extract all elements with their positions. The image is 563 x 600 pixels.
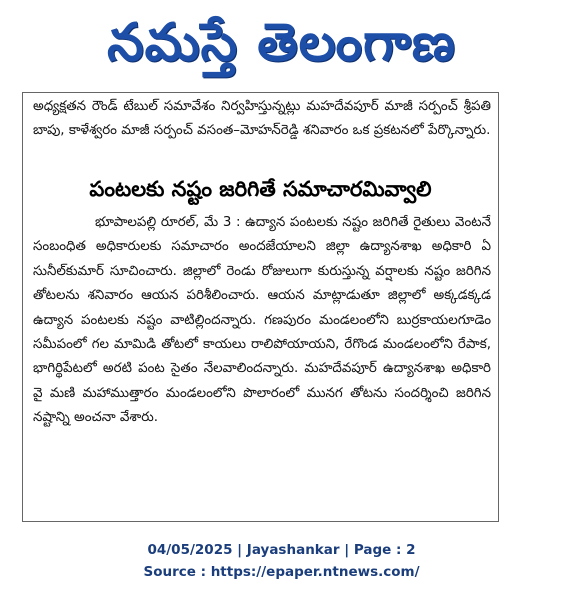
- intro-paragraph: అధ్యక్షతన రౌండ్ టేబుల్ సమావేశం నిర్వహిస్తున్నట్లు మహదేవపూర్ మాజీ సర్పంచ్ శ్రీపతి బాపు, కాళేశ్వరం మాజీ సర్పంచ్ వసంత–మోహన్‌రెడ్డి శనివారం ఒక ప్రకటనలో పేర్కొన్నారు.: [33, 99, 491, 139]
- edition-info: 04/05/2025 | Jayashankar | Page : 2: [147, 542, 416, 558]
- source-link[interactable]: Source : https://epaper.ntnews.com/: [143, 564, 420, 580]
- newspaper-title: నమస్తే తెలంగాణ: [107, 13, 456, 73]
- masthead: [0, 0, 563, 86]
- article-headline: పంటలకు నష్టం జరిగితే సమాచారమివ్వాలి: [89, 177, 432, 201]
- article-clipping: [22, 92, 499, 522]
- article-body: భూపాలపల్లి రూరల్, మే 3 : ఉద్యాన పంటలకు నష్టం జరిగితే రైతులు వెంటనే సంబంధిత అధికారులకు సమాచారం అందజేయాలని జిల్లా ఉద్యానశాఖ అధికారి ఏ సునీల్‌కుమార్ సూచించారు. జిల్లాలో రెండు రోజులుగా కురుస్తున్న వర్షాలకు నష్టం జరిగిన తోటలను శనివారం ఆయన పరిశీలించారు. ఆయన మాట్లాడుతూ జిల్లాలో అక్కడక్కడ ఉద్యాన పంటలకు నష్టం వాటిల్లిందన్నారు. గణపురం మండలంలోని బుర్రకాయలగూడెం సమీపంలో గల మామిడి తోటలో కాయలు రాలిపోయాయని, రేగొండ మండలంలోని రేపాక, భాగిర్థిపేటలో అరటి పంట సైతం నేలవాలిందన్నారు. మహదేవపూర్ ఉద్యానశాఖ అధికారి వై మణి మహాముత్తారం మండలంలోని పొలారంలో మునగ తోటను సందర్శించి జరిగిన నష్టాన్ని అంచనా వేశారు.: [33, 215, 491, 426]
